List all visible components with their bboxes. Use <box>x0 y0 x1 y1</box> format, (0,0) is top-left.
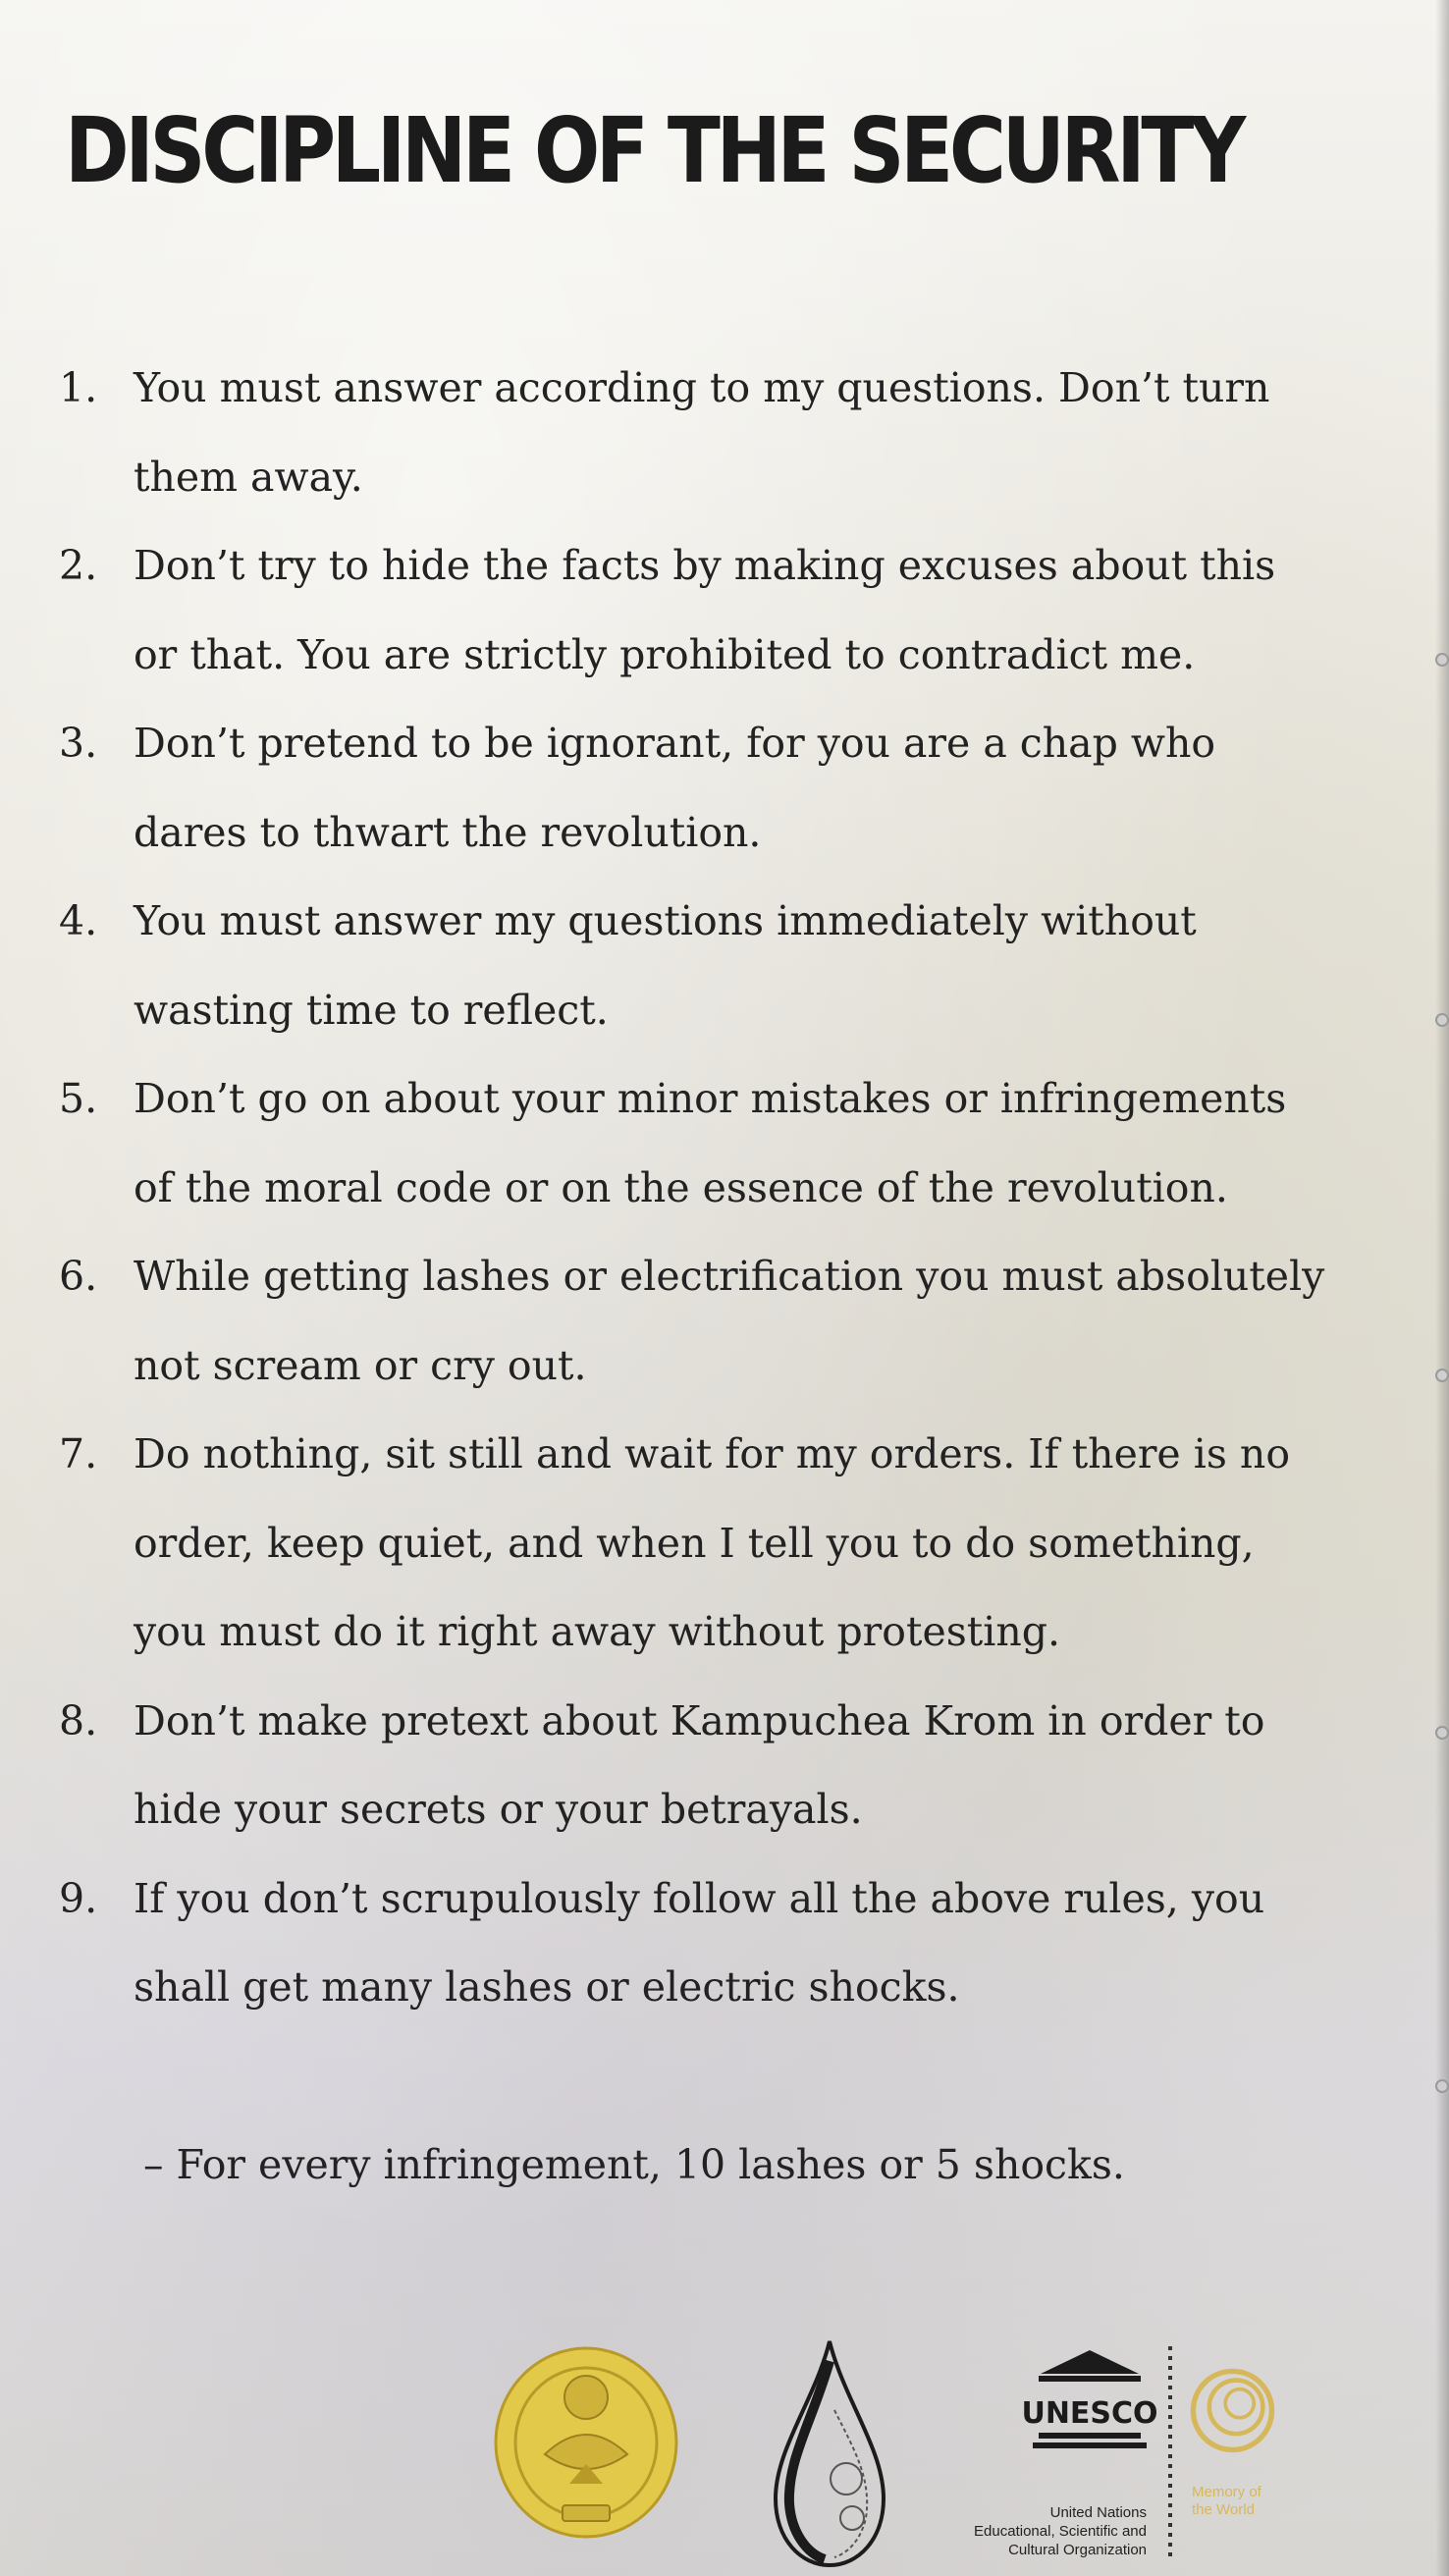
rule-number: 6. <box>59 1253 98 1300</box>
unesco-temple-icon <box>1021 2346 1158 2454</box>
rule-9 <box>59 1854 1325 2032</box>
rule-text: Don’t go on about your minor mistakes or infringements of the moral code or on the essence of the revolution. <box>134 1075 1287 1211</box>
rule-5 <box>59 1054 1325 1232</box>
rule-8 <box>59 1677 1325 1854</box>
rivet <box>1435 2079 1449 2093</box>
rule-number: 9. <box>59 1874 98 1922</box>
rule-number: 7. <box>59 1430 98 1477</box>
memory-of-the-world-logo <box>1188 2366 1296 2562</box>
rule-text: If you don’t scrupulously follow all the above rules, you shall get many lashes or electric shocks. <box>134 1874 1265 2011</box>
rule-number: 3. <box>59 720 98 767</box>
rule-number: 2. <box>59 542 98 589</box>
rule-text: You must answer according to my questions. Don’t turn them away. <box>134 364 1270 501</box>
rule-number: 8. <box>59 1696 98 1744</box>
logo-divider <box>1168 2346 1172 2562</box>
memory-caption-line: Memory of <box>1192 2484 1261 2500</box>
rule-text: Don’t pretend to be ignorant, for you are a chap who dares to thwart the revolution. <box>134 720 1216 856</box>
unesco-caption-line: Cultural Organization <box>1008 2542 1147 2558</box>
rule-text: You must answer my questions immediately without wasting time to reflect. <box>134 897 1197 1034</box>
rule-text: While getting lashes or electrification you must absolutely not scream or cry out. <box>134 1253 1325 1389</box>
board-edge <box>1435 0 1449 2576</box>
logo-strip <box>0 2317 1449 2576</box>
rule-text: Don’t make pretext about Kampuchea Krom in order to hide your secrets or your betrayals. <box>134 1696 1265 1833</box>
memory-of-the-world-circle-icon <box>1188 2366 1286 2464</box>
rule-1 <box>59 344 1325 521</box>
rule-2 <box>59 521 1325 699</box>
unesco-caption <box>974 2503 1147 2559</box>
rule-text: Don’t try to hide the facts by making excuses about this or that. You are strictly prohibited to contradict me. <box>134 542 1276 678</box>
unesco-caption-line: United Nations <box>1049 2504 1147 2521</box>
rule-4 <box>59 877 1325 1054</box>
unesco-caption-line: Educational, Scientific and <box>974 2523 1147 2540</box>
rule-text: Do nothing, sit still and wait for my orders. If there is no order, keep quiet, and when I tell you to do something, you must do it right away without protesting. <box>134 1430 1291 1655</box>
unesco-logo <box>942 2346 1158 2572</box>
rule-3 <box>59 699 1325 877</box>
rule-7 <box>59 1410 1325 1677</box>
penalty-note: – For every infringement, 10 lashes or 5 shocks. <box>143 2141 1125 2188</box>
royal-emblem-icon <box>486 2336 687 2543</box>
rule-6 <box>59 1232 1325 1410</box>
rule-number: 5. <box>59 1075 98 1122</box>
rules-list <box>59 344 1325 2032</box>
sign-title: DISCIPLINE OF THE SECURITY <box>65 98 1243 203</box>
rivet <box>1435 1726 1449 1740</box>
rivet <box>1435 1368 1449 1382</box>
water-drop-logo-icon <box>756 2332 903 2572</box>
memory-caption-line: the World <box>1192 2501 1255 2518</box>
unesco-mark-text: UNESCO <box>1021 2396 1158 2431</box>
rule-number: 1. <box>59 364 98 411</box>
rivet <box>1435 653 1449 667</box>
memory-of-the-world-caption <box>1192 2484 1261 2519</box>
rule-number: 4. <box>59 897 98 944</box>
rivet <box>1435 1013 1449 1027</box>
